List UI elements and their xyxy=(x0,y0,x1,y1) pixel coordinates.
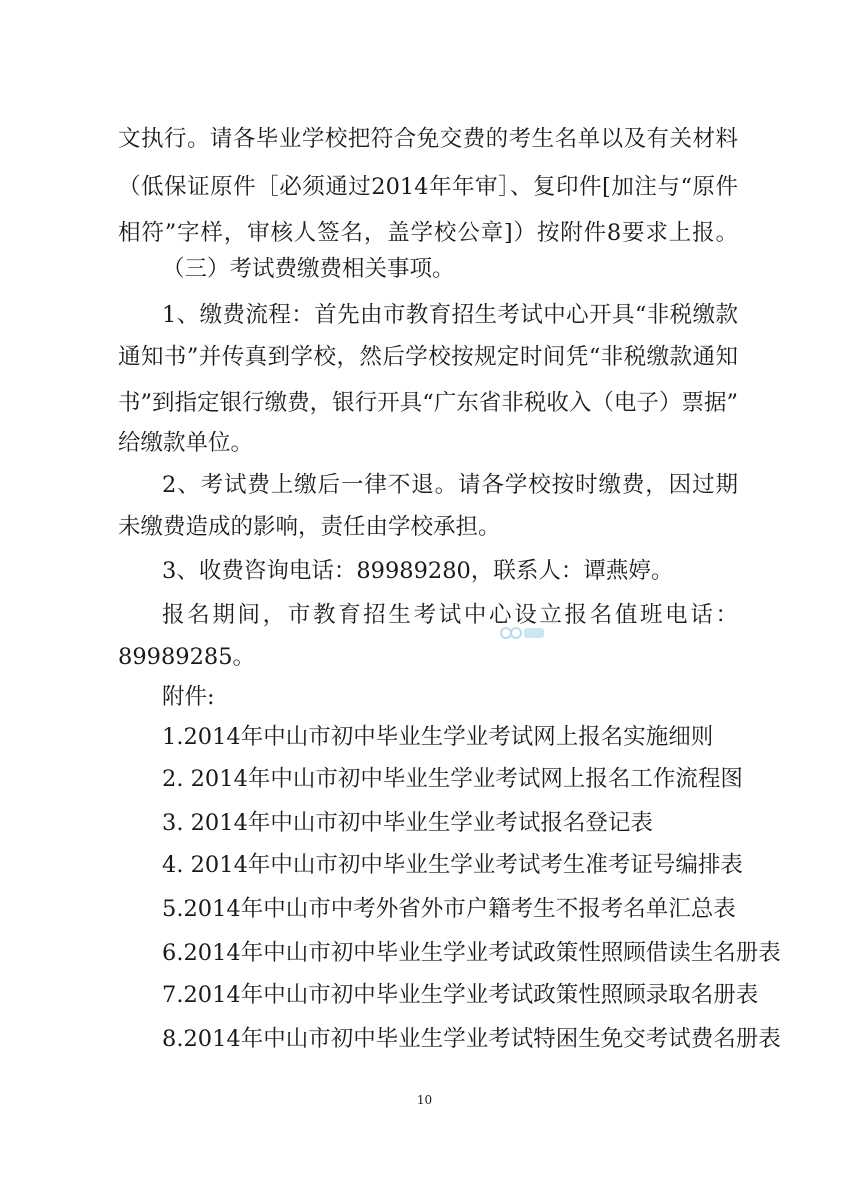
duty-phone-line: 报名期间，市教育招生考试中心设立报名值班电话： xyxy=(162,602,738,628)
page-number: 10 xyxy=(416,1093,433,1107)
body-line-9: 2、考试费上缴后一律不退。请各学校按时缴费，因过期 xyxy=(162,472,738,498)
attachment-item-5: 5.2014年中山市中考外省外市户籍考生不报考名单汇总表 xyxy=(162,896,736,922)
attachment-item-6: 6.2014年中山市初中毕业生学业考试政策性照顾借读生名册表 xyxy=(162,940,781,966)
body-line-3: 相符”字样，审核人签名，盖学校公章]）按附件8要求上报。 xyxy=(118,220,738,246)
attachment-item-3: 3. 2014年中山市初中毕业生学业考试报名登记表 xyxy=(162,810,653,836)
body-line-10: 未缴费造成的影响，责任由学校承担。 xyxy=(118,514,501,540)
logo-watermark-icon xyxy=(500,624,546,642)
section-heading: （三）考试费缴费相关事项。 xyxy=(162,256,455,282)
attachment-item-7: 7.2014年中山市初中毕业生学业考试政策性照顾录取名册表 xyxy=(162,982,759,1008)
body-line-6: 通知书”并传真到学校，然后学校按规定时间凭“非税缴款通知 xyxy=(118,344,738,370)
body-line-1: 文执行。请各毕业学校把符合免交费的考生名单以及有关材料 xyxy=(118,126,738,152)
attachment-item-2: 2. 2014年中山市初中毕业生学业考试网上报名工作流程图 xyxy=(162,766,743,792)
duty-phone-number: 89989285。 xyxy=(118,644,256,670)
body-line-7: 书”到指定银行缴费，银行开具“广东省非税收入（电子）票据” xyxy=(118,390,738,416)
contact-line: 3、收费咨询电话：89989280，联系人：谭燕婷。 xyxy=(162,558,674,584)
attachment-item-1: 1.2014年中山市初中毕业生学业考试网上报名实施细则 xyxy=(162,724,714,750)
attachments-label: 附件: xyxy=(162,684,215,710)
body-line-2: （低保证原件［必须通过2014年年审］、复印件[加注与“原件 xyxy=(118,174,738,200)
attachment-item-4: 4. 2014年中山市初中毕业生学业考试考生准考证号编排表 xyxy=(162,852,743,878)
attachment-item-8: 8.2014年中山市初中毕业生学业考试特困生免交考试费名册表 xyxy=(162,1026,781,1052)
body-line-5: 1、缴费流程：首先由市教育招生考试中心开具“非税缴款 xyxy=(162,302,738,328)
body-line-8: 给缴款单位。 xyxy=(118,430,254,456)
